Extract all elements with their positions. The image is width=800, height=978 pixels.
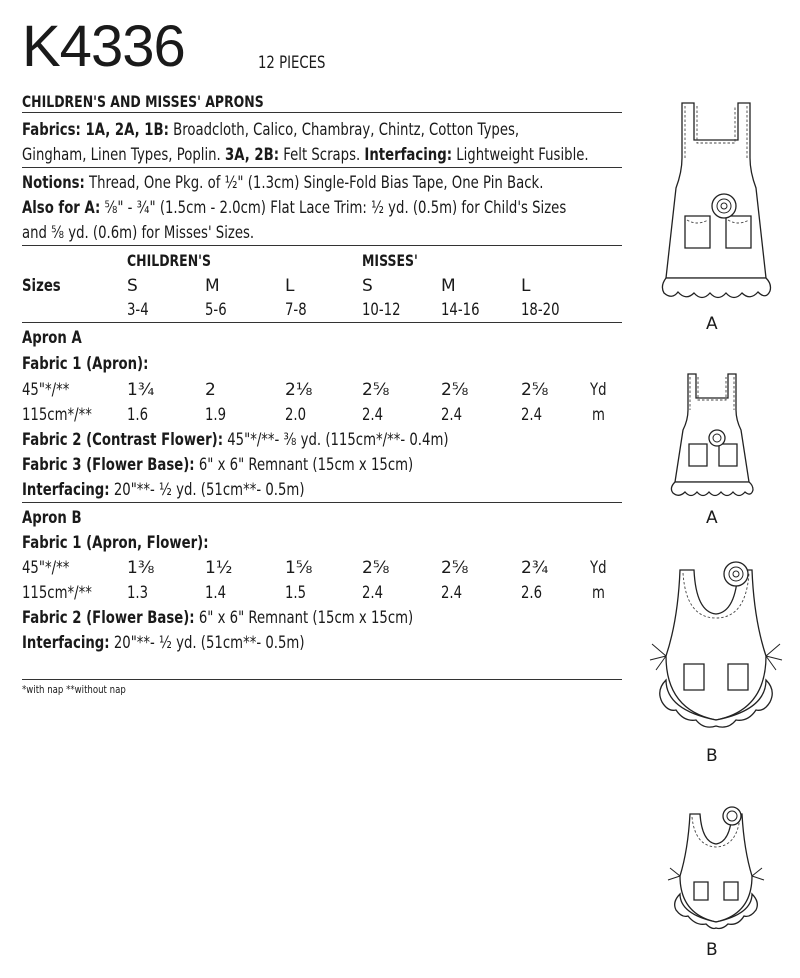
metric-value: 2.0 [285,405,307,425]
metric-value: 2.4 [521,405,543,425]
yardage-value: 2¾ [521,558,549,578]
unit-label: m [592,405,605,425]
size-letter: S [127,276,138,296]
apron-b-large-drawing [640,560,790,735]
also-for-a-line-2: and ⅝ yd. (0.6m) for Misses' Sizes. [22,223,255,243]
yardage-value: 2 [205,380,216,400]
size-range: 14-16 [441,300,480,320]
size-letter: S [362,276,373,296]
row-label: 115cm*/** [22,405,92,425]
divider [22,502,622,503]
unit-label: m [592,583,605,603]
figure-label: B [706,940,718,960]
children-header: CHILDREN'S [127,251,211,270]
metric-value: 1.3 [127,583,149,603]
size-letter: L [285,276,295,296]
pattern-number: K4336 [22,14,185,79]
notions-line: Notions: Thread, One Pkg. of ½" (1.3cm) Single-Fold Bias Tape, One Pin Back. [22,173,544,193]
apron-a-interfacing-line: Interfacing: 20"**- ½ yd. (51cm**- 0.5m) [22,480,305,500]
size-range: 10-12 [362,300,401,320]
footnote: *with nap **without nap [22,683,126,696]
metric-value: 2.4 [362,405,384,425]
metric-value: 1.6 [127,405,149,425]
size-letter: M [205,276,220,296]
sizes-label: Sizes [22,276,61,296]
figure-label: A [706,508,718,528]
page-title: CHILDREN'S AND MISSES' APRONS [22,92,264,111]
divider [22,167,622,168]
metric-value: 1.5 [285,583,307,603]
apron-a-title: Apron A [22,328,82,348]
misses-header: MISSES' [362,251,418,270]
apron-a-fabric2-line: Fabric 2 (Contrast Flower): 45"*/**- ⅜ yd. (115cm*/**- 0.4m) [22,430,449,450]
yardage-value: 1½ [205,558,233,578]
figure-label: B [706,746,718,766]
metric-value: 2.4 [441,405,463,425]
piece-count: 12 PIECES [258,53,326,73]
apron-b-fabric1-label: Fabric 1 (Apron, Flower): [22,533,209,553]
metric-value: 2.4 [441,583,463,603]
yardage-value: 1⅜ [127,558,155,578]
also-for-a-line-1: Also for A: ⅝" - ¾" (1.5cm - 2.0cm) Flat Lace Trim: ½ yd. (0.5m) for Child's Sizes [22,198,567,218]
apron-b-interfacing-line: Interfacing: 20"**- ½ yd. (51cm**- 0.5m) [22,633,305,653]
metric-value: 2.4 [362,583,384,603]
metric-value: 1.4 [205,583,227,603]
divider [22,322,622,323]
row-label: 115cm*/** [22,583,92,603]
unit-label: Yd [590,558,607,578]
metric-value: 2.6 [521,583,543,603]
apron-b-title: Apron B [22,508,82,528]
yardage-value: 2⅝ [441,380,469,400]
yardage-value: 2⅝ [362,558,390,578]
size-letter: L [521,276,531,296]
apron-a-small-drawing [665,370,765,502]
yardage-value: 1¾ [127,380,155,400]
apron-a-fabric3-line: Fabric 3 (Flower Base): 6" x 6" Remnant (15cm x 15cm) [22,455,414,475]
fabrics-line-1: Fabrics: 1A, 2A, 1B: Broadcloth, Calico, Chambray, Chintz, Cotton Types, [22,120,520,140]
size-range: 18-20 [521,300,560,320]
yardage-value: 2⅝ [521,380,549,400]
apron-a-large-drawing [650,98,780,308]
unit-label: Yd [590,380,607,400]
divider [22,112,622,113]
fabrics-label: Fabrics: 1A, 2A, 1B: [22,120,169,140]
yardage-value: 2⅝ [441,558,469,578]
size-range: 7-8 [285,300,307,320]
size-range: 3-4 [127,300,149,320]
fabrics-line-2: Gingham, Linen Types, Poplin. 3A, 2B: Felt Scraps. Interfacing: Lightweight Fusible. [22,145,589,165]
yardage-value: 2⅝ [362,380,390,400]
row-label: 45"*/** [22,558,70,578]
size-range: 5-6 [205,300,227,320]
yardage-value: 1⅝ [285,558,313,578]
size-letter: M [441,276,456,296]
apron-b-small-drawing [660,806,770,938]
metric-value: 1.9 [205,405,227,425]
yardage-value: 2⅛ [285,380,313,400]
apron-a-fabric1-label: Fabric 1 (Apron): [22,354,149,374]
row-label: 45"*/** [22,380,70,400]
figure-label: A [706,314,718,334]
divider [22,245,622,246]
apron-b-fabric2-line: Fabric 2 (Flower Base): 6" x 6" Remnant (15cm x 15cm) [22,608,414,628]
divider [22,679,622,680]
